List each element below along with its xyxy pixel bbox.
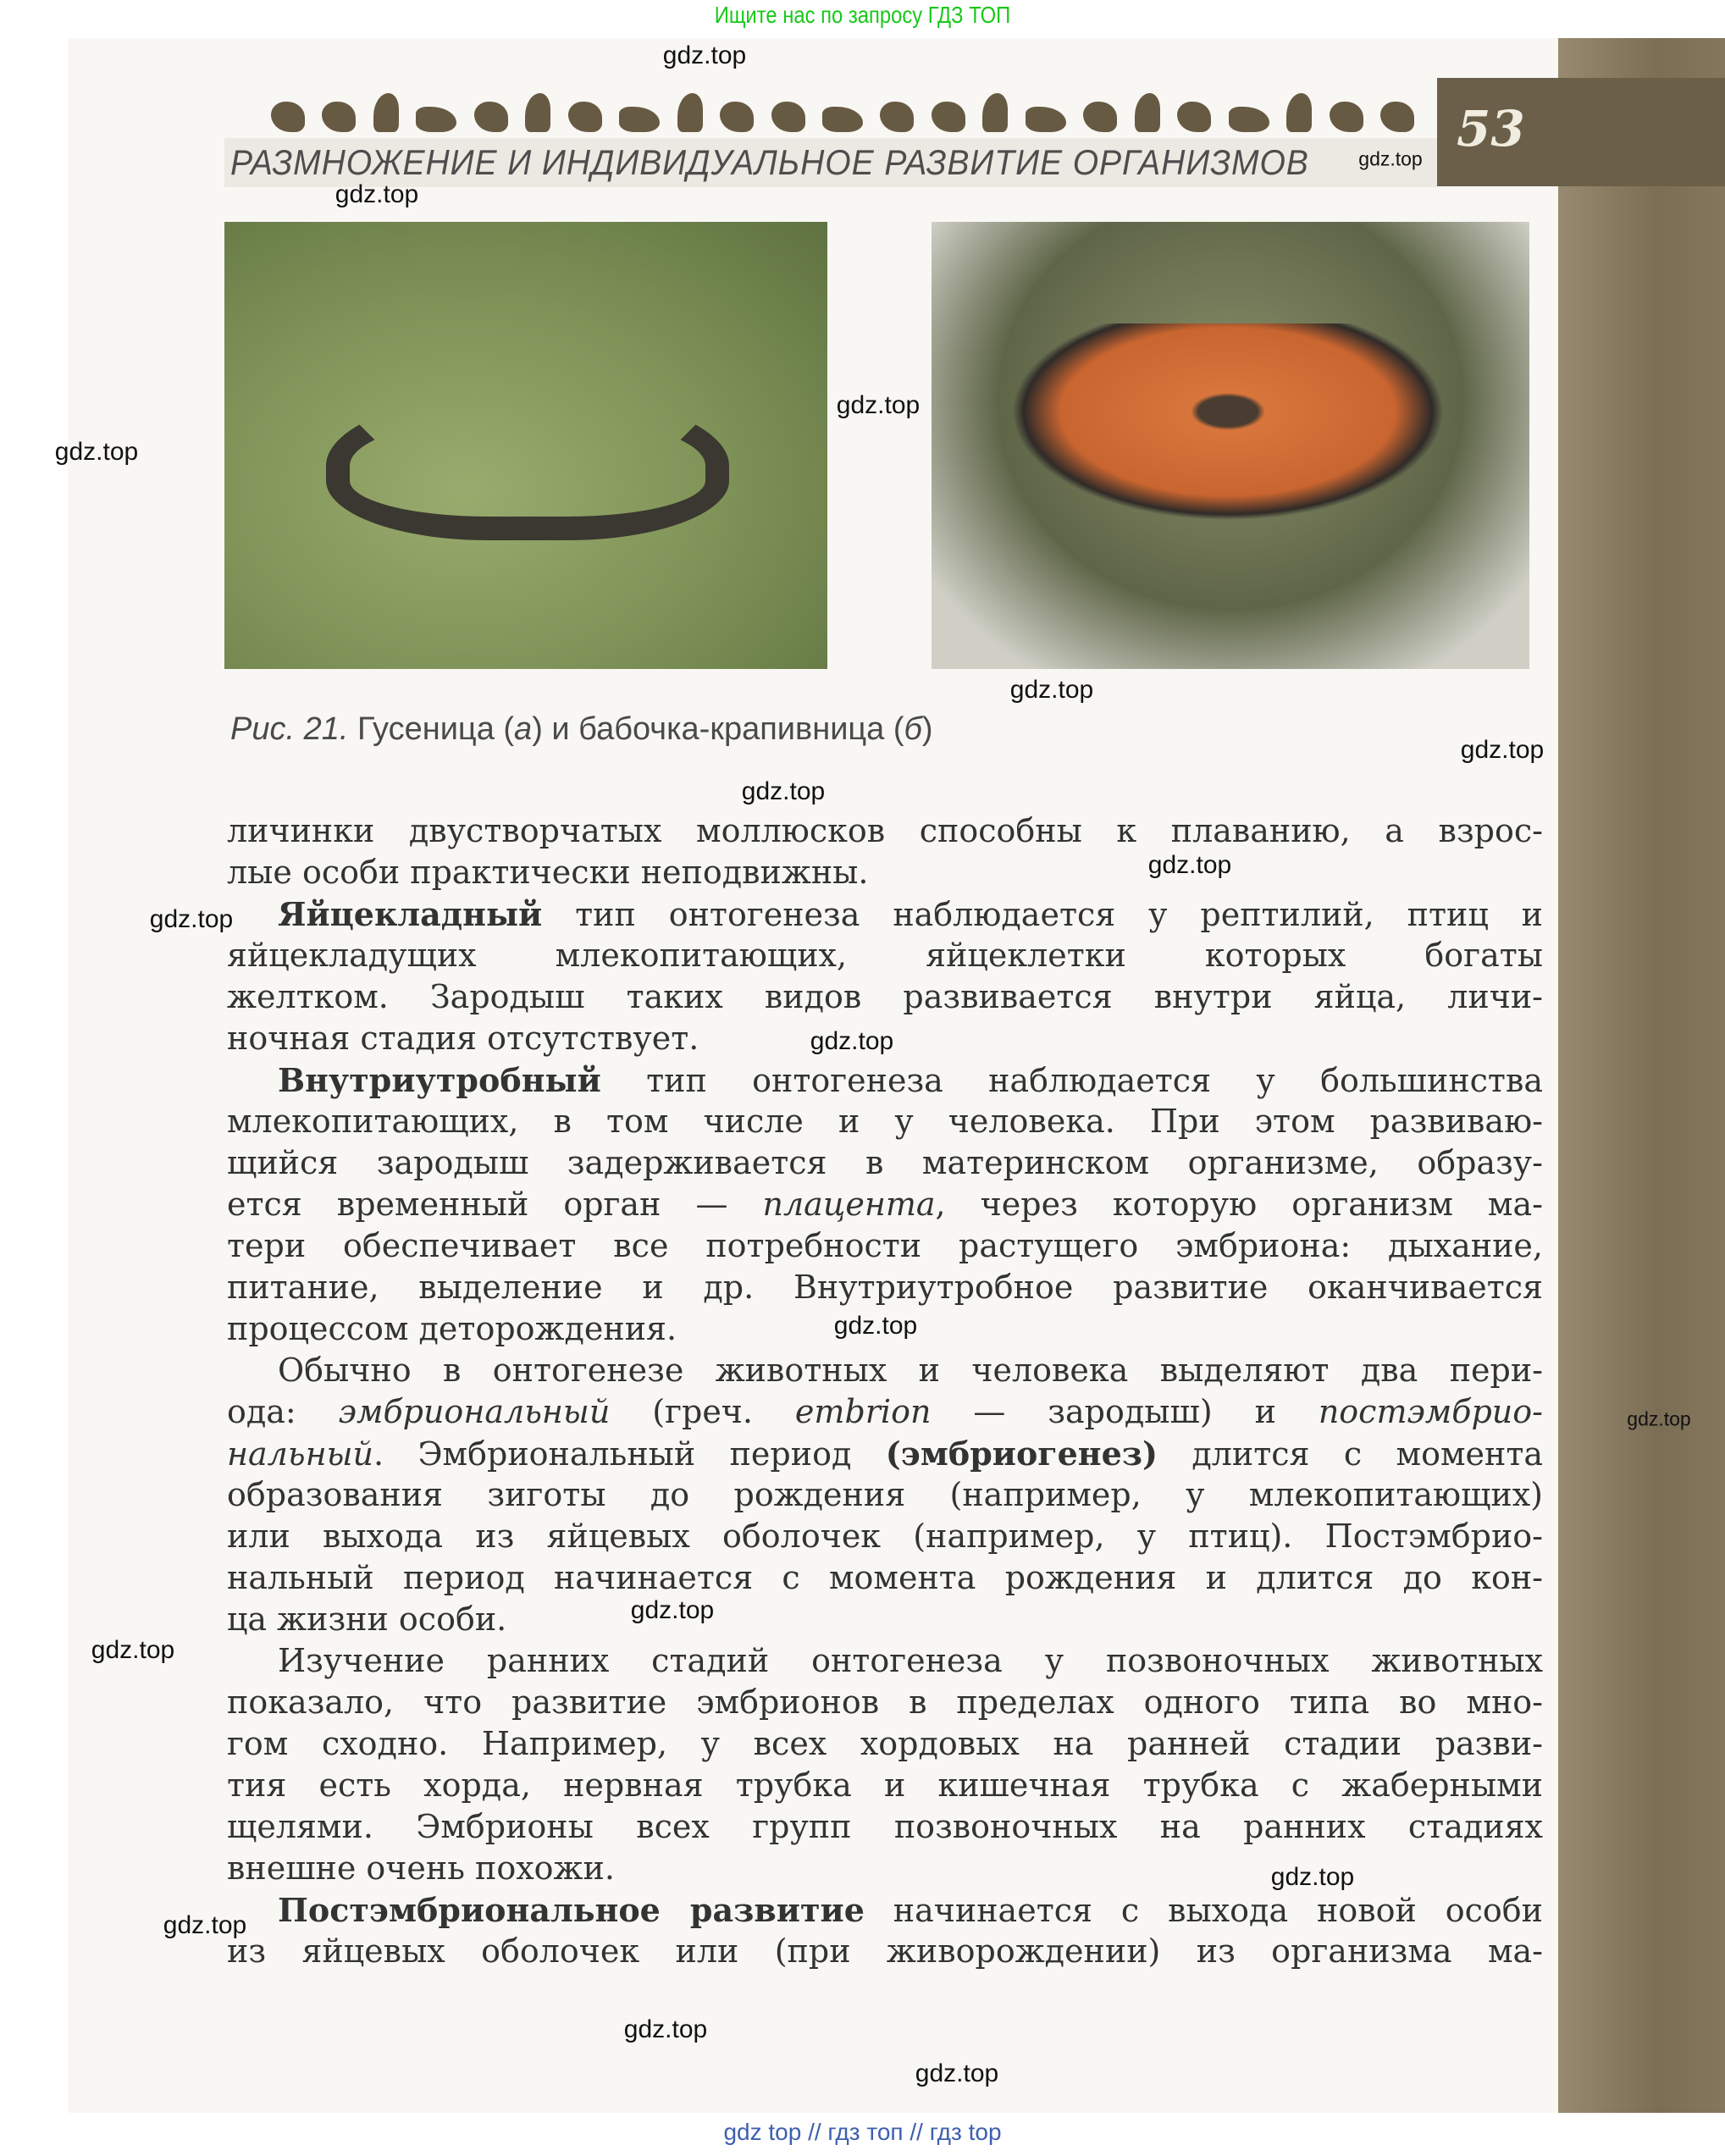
body-text xyxy=(227,810,1543,1972)
animal-silhouette-icon xyxy=(568,102,602,132)
watermark: gdz.top xyxy=(54,438,139,466)
watermark: gdz.top xyxy=(91,1636,175,1664)
animal-silhouette-icon xyxy=(373,93,399,132)
animal-silhouette-icon xyxy=(271,102,305,132)
text-line xyxy=(227,1723,1543,1765)
text-line xyxy=(227,1350,1543,1391)
text-line xyxy=(227,1474,1543,1516)
watermark: gdz.top xyxy=(1147,851,1232,879)
watermark: gdz.top xyxy=(1009,676,1094,704)
page-number: 53 xyxy=(1457,100,1525,158)
text-run: ночная стадия отсутствует. xyxy=(227,1020,699,1057)
text-run: или выхода из яйцевых оболочек (например, у птиц). Постэмбрио- xyxy=(227,1517,1543,1555)
animal-silhouette-icon xyxy=(822,107,863,132)
text-line xyxy=(227,1225,1543,1267)
text-line xyxy=(227,935,1543,976)
watermark: gdz.top xyxy=(149,905,234,933)
bold-term: Постэмбриональное развитие xyxy=(278,1891,865,1929)
search-banner: Ищите нас по запросу ГДЗ ТОП xyxy=(714,2,1011,28)
text-run: тип онтогенеза наблюдается у большинства xyxy=(600,1062,1543,1099)
text-line xyxy=(227,810,1543,852)
animal-silhouette-icon xyxy=(1330,102,1363,132)
italic-term: плацента xyxy=(762,1186,936,1223)
text-run: лые особи практически неподвижны. xyxy=(227,854,869,891)
text-run: из яйцевых оболочек или (при живорождении) из организма ма- xyxy=(227,1932,1543,1970)
bold-term: Яйцекладный xyxy=(278,895,543,933)
animal-silhouette-icon xyxy=(474,102,508,132)
bold-term: (эмбриогенез) xyxy=(885,1435,1158,1473)
text-line xyxy=(227,1142,1543,1184)
text-line xyxy=(227,1516,1543,1557)
text-run: щелями. Эмбрионы всех групп позвоночных на ранних стадиях xyxy=(227,1808,1543,1845)
animal-silhouette-icon xyxy=(982,93,1008,132)
text-run: , через которую организм ма- xyxy=(935,1186,1543,1223)
text-run: внешне очень похожи. xyxy=(227,1849,615,1887)
text-line xyxy=(227,1557,1543,1599)
text-run: нальный период начинается с момента рождения и длится до кон- xyxy=(227,1559,1543,1596)
animal-silhouette-icon xyxy=(932,102,965,132)
footer-links: gdz top // гдз топ // гдз top xyxy=(723,2119,1002,2145)
text-line xyxy=(227,1806,1543,1848)
text-run: показало, что развитие эмбрионов в пределах одного типа во мно- xyxy=(227,1683,1543,1721)
watermark: gdz.top xyxy=(1358,147,1423,170)
watermark: gdz.top xyxy=(833,1312,918,1340)
animal-silhouette-icon xyxy=(1177,102,1211,132)
text-line xyxy=(227,1640,1543,1682)
text-line xyxy=(227,1184,1543,1225)
animal-silhouette-icon xyxy=(1229,107,1269,132)
text-run: ода: xyxy=(227,1393,339,1430)
watermark: gdz.top xyxy=(623,2015,708,2043)
text-run: ) xyxy=(921,711,933,747)
watermark: gdz.top xyxy=(1270,1863,1355,1891)
watermark: gdz.top xyxy=(836,391,921,419)
photo-butterfly xyxy=(932,222,1529,669)
italic-term: постэмбрио- xyxy=(1318,1393,1543,1430)
text-run: процессом деторождения. xyxy=(227,1310,677,1347)
caterpillar-image xyxy=(326,391,729,540)
animal-silhouette-icon xyxy=(720,102,754,132)
bold-term: Внутриутробный xyxy=(278,1061,601,1099)
text-run: тери обеспечивает все потребности растущего эмбриона: дыхание, xyxy=(227,1227,1543,1264)
page-edge-strip xyxy=(1558,38,1725,2113)
text-run: . Эмбриональный период xyxy=(373,1435,886,1473)
animal-silhouette-icon xyxy=(1083,102,1117,132)
animal-silhouette-icon xyxy=(771,102,805,132)
butterfly-image xyxy=(965,323,1490,544)
text-line xyxy=(227,1599,1543,1640)
text-run: длится с момента xyxy=(1157,1435,1543,1473)
watermark: gdz.top xyxy=(334,180,419,208)
text-run: щийся зародыш задерживается в материнском организме, образу- xyxy=(227,1144,1543,1181)
text-run: тип онтогенеза наблюдается у рептилий, птиц и xyxy=(542,896,1543,933)
animal-silhouette-icon xyxy=(619,107,660,132)
photo-caterpillar xyxy=(224,222,827,669)
text-line xyxy=(227,1889,1543,1931)
animal-silhouette-icon xyxy=(322,102,356,132)
text-line xyxy=(227,1267,1543,1308)
text-run: ) и бабочка-крапивница ( xyxy=(532,711,904,747)
italic-term: нальный xyxy=(227,1435,374,1473)
text-run: — зародыш) и xyxy=(931,1393,1319,1430)
text-run: яйцекладущих млекопитающих, яйцеклетки которых богаты xyxy=(227,937,1543,974)
watermark: gdz.top xyxy=(741,777,826,805)
text-line xyxy=(227,976,1543,1018)
animal-silhouette-icon xyxy=(1380,102,1414,132)
text-run: Изучение ранних стадий онтогенеза у позвоночных животных xyxy=(278,1642,1543,1679)
text-run: гом сходно. Например, у всех хордовых на ранней стадии разви- xyxy=(227,1725,1543,1762)
watermark: gdz.top xyxy=(163,1911,247,1939)
animal-silhouette-icon xyxy=(677,93,703,132)
animal-silhouette-icon xyxy=(1135,93,1160,132)
text-line xyxy=(227,1682,1543,1723)
watermark: gdz.top xyxy=(662,41,747,69)
text-run: питание, выделение и др. Внутриутробное развитие оканчивается xyxy=(227,1269,1543,1306)
italic-term: эмбриональный xyxy=(338,1393,611,1430)
watermark: gdz.top xyxy=(810,1027,894,1055)
text-run: ется временный орган — xyxy=(227,1186,763,1223)
text-line xyxy=(227,852,1543,893)
text-line xyxy=(227,1931,1543,1972)
text-line xyxy=(227,1101,1543,1142)
text-run: ца жизни особи. xyxy=(227,1600,507,1638)
animal-silhouette-icon xyxy=(1026,107,1066,132)
text-run: начинается с выхода новой особи xyxy=(864,1892,1543,1929)
text-run: образования зиготы до рождения (например, у млекопитающих) xyxy=(227,1476,1543,1513)
text-line xyxy=(227,1391,1543,1433)
text-run: тия есть хорда, нервная трубка и кишечная трубка с жаберными xyxy=(227,1766,1543,1804)
section-title: РАЗМНОЖЕНИЕ И ИНДИВИДУАЛЬНОЕ РАЗВИТИЕ ОРГАНИЗМОВ xyxy=(230,142,1309,182)
text-run: (греч. xyxy=(610,1393,795,1430)
watermark: gdz.top xyxy=(630,1596,715,1624)
text-line xyxy=(227,893,1543,935)
animal-silhouette-icon xyxy=(1286,93,1312,132)
italic-term: б xyxy=(904,711,922,747)
text-line xyxy=(227,1433,1543,1474)
italic-term: embrion xyxy=(794,1393,932,1430)
text-run: желтком. Зародыш таких видов развивается внутри яйца, личи- xyxy=(227,978,1543,1015)
text-run: личинки двустворчатых моллюсков способны к плаванию, а взрос- xyxy=(227,812,1543,849)
animal-silhouette-icon xyxy=(416,107,456,132)
text-run: млекопитающих, в том числе и у человека. При этом развиваю- xyxy=(227,1103,1543,1140)
animal-silhouettes-ornament xyxy=(271,85,1414,132)
text-run: Гусеница ( xyxy=(348,711,515,747)
figure-caption xyxy=(230,711,933,748)
watermark: gdz.top xyxy=(915,2059,999,2087)
watermark: gdz.top xyxy=(1627,1407,1691,1430)
animal-silhouette-icon xyxy=(525,93,550,132)
italic-term: а xyxy=(514,711,533,747)
animal-silhouette-icon xyxy=(880,102,914,132)
text-line xyxy=(227,1059,1543,1101)
watermark: gdz.top xyxy=(1460,736,1545,764)
text-run: Обычно в онтогенезе животных и человека выделяют два пери- xyxy=(278,1352,1543,1389)
italic-term: Рис. 21. xyxy=(230,711,349,747)
text-line xyxy=(227,1765,1543,1806)
